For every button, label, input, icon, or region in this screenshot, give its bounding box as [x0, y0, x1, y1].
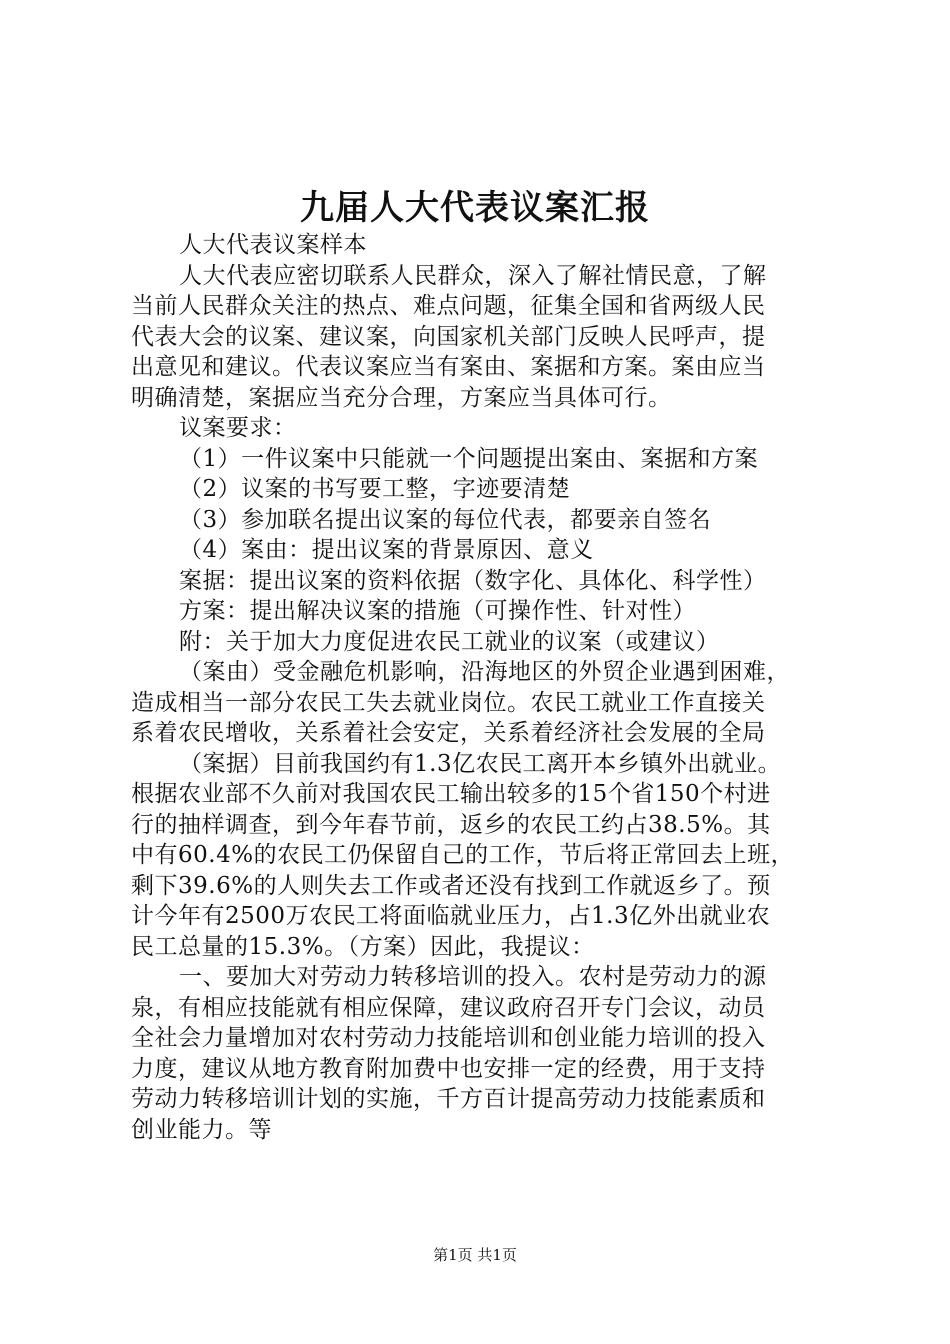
text-line: 创业能力。等 — [131, 1116, 272, 1143]
text-line: 力度，建议从地方教育附加费中也安排一定的经费，用于支持 — [131, 1055, 766, 1082]
document-body — [131, 230, 831, 1145]
text-line: 当前人民群众关注的热点、难点问题，征集全国和省两级人民 — [131, 293, 766, 319]
text-line: 方案：提出解决议案的措施（可操作性、针对性） — [179, 598, 696, 624]
text-line: 明确清楚，案据应当充分合理，方案应当具体可行。 — [131, 384, 672, 411]
text-line: 泉，有相应技能就有相应保障，建议政府召开专门会议，动员 — [131, 994, 766, 1021]
text-line: 附：关于加大力度促进农民工就业的议案（或建议） — [179, 628, 720, 655]
text-line: 剩下39.6%的人则失去工作或者还没有找到工作就返乡了。预 — [131, 872, 771, 899]
text-line: 根据农业部不久前对我国农民工输出较多的15个省150个村进 — [131, 781, 771, 807]
text-line: 一、要加大对劳动力转移培训的投入。农村是劳动力的源 — [179, 964, 767, 990]
text-line: （案据）目前我国约有1.3亿农民工离开本乡镇外出就业。 — [179, 750, 782, 777]
text-line: 人大代表议案样本 — [179, 232, 367, 258]
text-line: 行的抽样调查，到今年春节前，返乡的农民工约占38.5%。其 — [131, 811, 771, 838]
text-line: 案据：提出议案的资料依据（数字化、具体化、科学性） — [179, 567, 767, 594]
text-line: 人大代表应密切联系人民群众，深入了解社情民意，了解 — [179, 262, 767, 289]
text-line: （1）一件议案中只能就一个问题提出案由、案据和方案 — [179, 445, 759, 472]
text-line: 议案要求： — [179, 415, 297, 441]
text-line: 代表大会的议案、建议案，向国家机关部门反映人民呼声，提 — [131, 323, 766, 350]
text-line: 系着农民增收，关系着社会安定，关系着经济社会发展的全局 — [131, 720, 766, 746]
page-footer: 第1页 共1页 — [433, 1246, 517, 1264]
text-line: 民工总量的15.3%。（方案）因此，我提议： — [131, 933, 595, 960]
text-line: （3）参加联名提出议案的每位代表，都要亲自签名 — [179, 506, 712, 533]
text-line: 中有60.4%的农民工仍保留自己的工作，节后将正常回去上班， — [131, 842, 795, 868]
text-line: 造成相当一部分农民工失去就业岗位。农民工就业工作直接关 — [131, 689, 766, 716]
text-line: 出意见和建议。代表议案应当有案由、案据和方案。案由应当 — [131, 354, 766, 380]
text-line: 计今年有2500万农民工将面临就业压力，占1.3亿外出就业农 — [131, 903, 771, 929]
text-line: （案由）受金融危机影响，沿海地区的外贸企业遇到困难， — [179, 659, 790, 685]
text-line: （2）议案的书写要工整，字迹要清楚 — [179, 476, 571, 502]
text-line: 劳动力转移培训计划的实施，千方百计提高劳动力技能素质和 — [131, 1086, 766, 1112]
document-title: 九届人大代表议案汇报 — [300, 188, 650, 228]
text-line: 全社会力量增加对农村劳动力技能培训和创业能力培训的投入 — [131, 1025, 766, 1051]
text-line: （4）案由：提出议案的背景原因、意义 — [179, 537, 594, 563]
